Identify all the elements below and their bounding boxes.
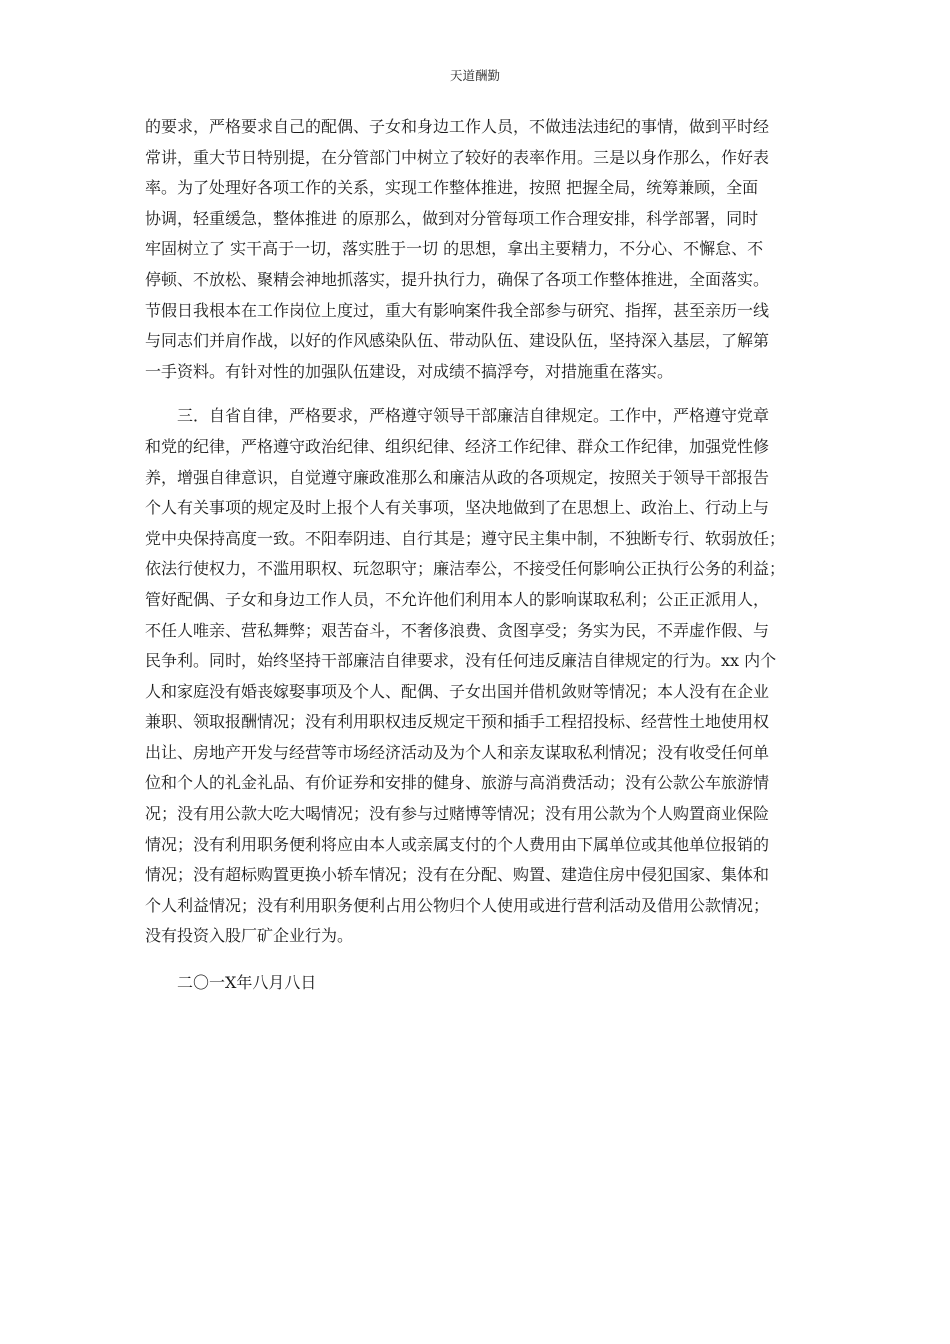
text-line: 位和个人的礼金礼品、有价证券和安排的健身、旅游与高消费活动；没有公款公车旅游情 [145,773,770,793]
text-line: 不任人唯亲、营私舞弊；艰苦奋斗，不奢侈浪费、贪图享受；务实为民，不弄虚作假、与 [145,620,770,640]
paragraph-1 [145,112,810,387]
text-line: 出让、房地产开发与经营等市场经济活动及为个人和亲友谋取私利情况；没有收受任何单 [145,742,770,762]
text-line: 个人有关事项的规定及时上报个人有关事项，坚决地做到了在思想上、政治上、行动上与 [145,498,770,518]
text-line: 节假日我根本在工作岗位上度过，重大有影响案件我全部参与研究、指挥，甚至亲历一线 [145,300,770,320]
text-line: 养，增强自律意识，自觉遵守廉政准那么和廉洁从政的各项规定，按照关于领导干部报告 [145,467,770,487]
text-line: 常讲，重大节日特别提，在分管部门中树立了较好的表率作用。三是以身作那么，作好表 [145,147,770,167]
text-line: 和党的纪律，严格遵守政治纪律、组织纪律、经济工作纪律、群众工作纪律，加强党性修 [145,436,770,456]
text-line: 况；没有用公款大吃大喝情况；没有参与过赌博等情况；没有用公款为个人购置商业保险 [145,804,770,824]
document-date: 二〇一X年八月八日 [177,973,317,992]
text-line: 党中央保持高度一致。不阳奉阴违、自行其是；遵守民主集中制，不独断专行、软弱放任； [145,528,786,548]
text-line: 兼职、领取报酬情况；没有利用职权违反规定干预和插手工程招投标、经营性土地使用权 [145,712,770,732]
text-line: 率。为了处理好各项工作的关系，实现工作整体推进，按照 把握全局，统筹兼顾，全面 [145,178,759,198]
text-line: 管好配偶、子女和身边工作人员，不允许他们利用本人的影响谋取私利；公正正派用人， [145,589,770,609]
text-line: 协调，轻重缓急，整体推进 的原那么，做到对分管每项工作合理安排，科学部署，同时 [145,208,759,228]
text-line: 民争利。同时，始终坚持干部廉洁自律要求，没有任何违反廉洁自律规定的行为。xx 内个 [145,651,777,671]
text-line: 停顿、不放松、聚精会神地抓落实，提升执行力，确保了各项工作整体推进，全面落实。 [145,269,770,289]
text-line: 依法行使权力，不滥用职权、玩忽职守；廉洁奉公，不接受任何影响公正执行公务的利益； [145,559,786,579]
text-line: 人和家庭没有婚丧嫁娶事项及个人、配偶、子女出国并借机敛财等情况；本人没有在企业 [145,681,770,701]
text-line: 牢固树立了 实干高于一切，落实胜于一切 的思想，拿出主要精力，不分心、不懈怠、不 [145,239,764,259]
text-line: 三．自省自律，严格要求，严格遵守领导干部廉洁自律规定。工作中，严格遵守党章 [177,406,770,426]
text-line: 的要求，严格要求自己的配偶、子女和身边工作人员，不做违法违纪的事情，做到平时经 [145,117,770,136]
text-line: 情况；没有超标购置更换小轿车情况；没有在分配、购置、建造住房中侵犯国家、集体和 [145,865,770,885]
text-line: 一手资料。有针对性的加强队伍建设，对成绩不搞浮夸，对措施重在落实。 [145,361,674,381]
text-line: 情况；没有利用职务便利将应由本人或亲属支付的个人费用由下属单位或其他单位报销的 [145,834,770,854]
page-header: 天道酬勤 [449,68,500,83]
paragraph-2 [145,401,810,952]
text-line: 与同志们并肩作战，以好的作风感染队伍、带动队伍、建设队伍，坚持深入基层，了解第 [145,331,770,351]
document-body [145,112,810,952]
paragraph-gap [145,387,810,401]
text-line: 没有投资入股厂矿企业行为。 [145,926,354,946]
text-line: 个人利益情况；没有利用职务便利占用公物归个人使用或进行营利活动及借用公款情况； [145,895,770,915]
